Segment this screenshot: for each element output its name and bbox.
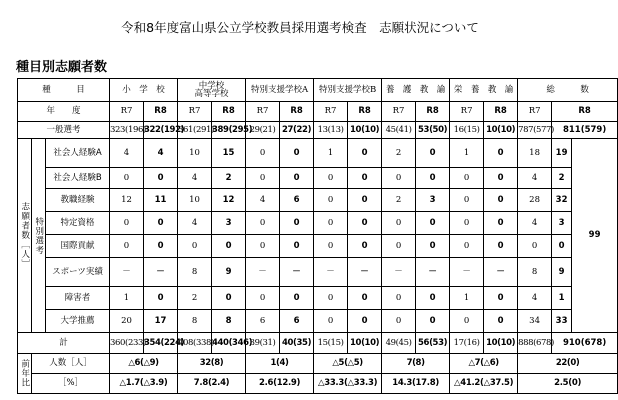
row-label: 社会人経験B <box>46 168 110 189</box>
tokubetsu-row <box>18 235 618 258</box>
year-r7: R7 <box>246 102 280 122</box>
value-cell: 0 <box>382 168 416 189</box>
value-cell: 4 <box>178 212 212 235</box>
pct-label: ［%］ <box>32 374 110 394</box>
value-cell: 4 <box>246 189 280 212</box>
pct-cell: △41.2(△37.5) <box>450 374 518 394</box>
value-cell: 0 <box>178 235 212 258</box>
year-r8: R8 <box>484 102 518 122</box>
value-cell: 0 <box>246 287 280 310</box>
value-cell: 0 <box>348 168 382 189</box>
value-cell: 0 <box>348 212 382 235</box>
value-cell: 0 <box>484 139 518 168</box>
header-chugakko: 中学校 高等学校 <box>178 79 246 102</box>
ippan-row <box>18 122 618 139</box>
year-r7: R7 <box>110 102 144 122</box>
value-cell: 0 <box>110 235 144 258</box>
value-cell: 3 <box>416 189 450 212</box>
value-cell: 323(196) <box>110 122 144 139</box>
value-cell: 0 <box>450 189 484 212</box>
value-cell: 8 <box>178 310 212 333</box>
year-r7: R7 <box>178 102 212 122</box>
value-cell: 34 <box>518 310 552 333</box>
value-cell: 2 <box>382 189 416 212</box>
value-cell: 0 <box>416 310 450 333</box>
row-label: 特定資格 <box>46 212 110 235</box>
value-cell: 0 <box>484 189 518 212</box>
kei-label: 計 <box>18 333 110 354</box>
value-cell: 354(224) <box>144 333 178 354</box>
pct-cell: 7.8(2.4) <box>178 374 246 394</box>
ninzu-cell: 1(4) <box>246 354 314 374</box>
value-cell: 17(16) <box>450 333 484 354</box>
tokubetsu-row <box>18 258 618 287</box>
year-r8: R8 <box>144 102 178 122</box>
value-cell: 4 <box>518 287 552 310</box>
value-cell: 0 <box>280 139 314 168</box>
value-cell: 49(45) <box>382 333 416 354</box>
value-cell: 408(338) <box>178 333 212 354</box>
value-cell: 39(31) <box>246 333 280 354</box>
value-cell: 10 <box>178 139 212 168</box>
value-cell: 2 <box>212 168 246 189</box>
kei-row <box>18 333 618 354</box>
year-r7: R7 <box>382 102 416 122</box>
header-tokushi-a: 特別支援学校A <box>246 79 314 102</box>
value-cell: 0 <box>416 235 450 258</box>
value-cell: 40(35) <box>280 333 314 354</box>
value-cell: 3 <box>552 212 572 235</box>
value-cell: 0 <box>382 212 416 235</box>
value-cell: 19 <box>552 139 572 168</box>
value-cell: 0 <box>348 310 382 333</box>
year-r8: R8 <box>552 102 618 122</box>
value-cell: 0 <box>382 310 416 333</box>
value-cell: 2 <box>178 287 212 310</box>
header-eiyo: 栄 養 教 諭 <box>450 79 518 102</box>
value-cell: 0 <box>348 139 382 168</box>
value-cell: 0 <box>280 235 314 258</box>
value-cell: 0 <box>212 235 246 258</box>
value-cell: 13(13) <box>314 122 348 139</box>
value-cell: 0 <box>552 235 572 258</box>
value-cell: 4 <box>518 212 552 235</box>
value-cell: 0 <box>246 235 280 258</box>
value-cell: － <box>416 258 450 287</box>
value-cell: 10(10) <box>484 122 518 139</box>
value-cell: 0 <box>314 310 348 333</box>
value-cell: 0 <box>416 287 450 310</box>
value-cell: 0 <box>416 139 450 168</box>
value-cell: 28 <box>518 189 552 212</box>
value-cell: 361(291) <box>178 122 212 139</box>
value-cell: 0 <box>144 168 178 189</box>
tokubetsu-row <box>18 189 618 212</box>
value-cell: 0 <box>110 212 144 235</box>
year-r8: R8 <box>416 102 450 122</box>
ninzu-cell: △5(△5) <box>314 354 382 374</box>
value-cell: 0 <box>450 168 484 189</box>
tokubetsu-row <box>18 287 618 310</box>
value-cell: 0 <box>382 287 416 310</box>
hikaku-ninzu-row <box>18 354 618 374</box>
value-cell: 29(21) <box>246 122 280 139</box>
value-cell: 0 <box>246 168 280 189</box>
applicant-table <box>17 78 618 394</box>
pct-cell: 14.3(17.8) <box>382 374 450 394</box>
value-cell: 9 <box>212 258 246 287</box>
pct-cell: △1.7(△3.9) <box>110 374 178 394</box>
value-cell: 322(192) <box>144 122 178 139</box>
value-cell: 440(346) <box>212 333 246 354</box>
value-cell: 0 <box>382 235 416 258</box>
value-cell: － <box>110 258 144 287</box>
hikaku-label: 前年比 <box>18 354 32 394</box>
value-cell: 4 <box>110 139 144 168</box>
value-cell: 32 <box>552 189 572 212</box>
year-r8: R8 <box>348 102 382 122</box>
header-yogo: 養 護 教 諭 <box>382 79 450 102</box>
value-cell: 33 <box>552 310 572 333</box>
value-cell: 0 <box>314 235 348 258</box>
value-cell: 0 <box>280 287 314 310</box>
header-nendo: 年 度 <box>18 102 110 122</box>
value-cell: 45(41) <box>382 122 416 139</box>
value-cell: 12 <box>212 189 246 212</box>
value-cell: 0 <box>246 139 280 168</box>
tokubetsu-label: 特別選考 <box>32 139 46 333</box>
value-cell: 0 <box>348 189 382 212</box>
value-cell: 0 <box>314 212 348 235</box>
page-title: 令和8年度富山県公立学校教員採用選考検査 志願状況について <box>121 20 479 35</box>
value-cell: 10 <box>178 189 212 212</box>
year-r7: R7 <box>450 102 484 122</box>
row-label: 大学推薦 <box>46 310 110 333</box>
value-cell: 389(295) <box>212 122 246 139</box>
shigan-label: 志願者数［人］ <box>18 139 32 333</box>
header-shogakko: 小 学 校 <box>110 79 178 102</box>
year-r8: R8 <box>280 102 314 122</box>
tokubetsu-row <box>18 310 618 333</box>
value-cell: 0 <box>144 235 178 258</box>
value-cell: 0 <box>484 235 518 258</box>
ninzu-cell: △6(△9) <box>110 354 178 374</box>
value-cell: 27(22) <box>280 122 314 139</box>
value-cell: 15 <box>212 139 246 168</box>
header-row <box>18 79 618 102</box>
value-cell: 1 <box>450 139 484 168</box>
value-cell: － <box>382 258 416 287</box>
ninzu-cell: 7(8) <box>382 354 450 374</box>
tokubetsu-row <box>18 168 618 189</box>
value-cell: 811(579) <box>552 122 618 139</box>
value-cell: 787(577) <box>518 122 552 139</box>
value-cell: 56(53) <box>416 333 450 354</box>
value-cell: 0 <box>518 235 552 258</box>
value-cell: 4 <box>144 139 178 168</box>
value-cell: 0 <box>484 212 518 235</box>
row-label: 教職経験 <box>46 189 110 212</box>
value-cell: 10(10) <box>348 122 382 139</box>
row-label: スポーツ実績 <box>46 258 110 287</box>
value-cell: － <box>348 258 382 287</box>
header-tokushi-b: 特別支援学校B <box>314 79 382 102</box>
row-label: 障害者 <box>46 287 110 310</box>
header-total: 総 数 <box>518 79 618 102</box>
value-cell: － <box>314 258 348 287</box>
value-cell: 1 <box>314 139 348 168</box>
value-cell: － <box>484 258 518 287</box>
tokubetsu-total: 99 <box>572 139 618 333</box>
value-cell: 0 <box>484 168 518 189</box>
year-row <box>18 102 618 122</box>
value-cell: 12 <box>110 189 144 212</box>
value-cell: 1 <box>110 287 144 310</box>
value-cell: 888(678) <box>518 333 552 354</box>
value-cell: 8 <box>212 310 246 333</box>
value-cell: 18 <box>518 139 552 168</box>
value-cell: 10(10) <box>348 333 382 354</box>
value-cell: 1 <box>552 287 572 310</box>
value-cell: 3 <box>212 212 246 235</box>
value-cell: 8 <box>518 258 552 287</box>
row-label: 国際貢献 <box>46 235 110 258</box>
value-cell: － <box>144 258 178 287</box>
tokubetsu-row <box>18 139 618 168</box>
pct-cell: 2.5(0) <box>518 374 618 394</box>
value-cell: 6 <box>280 310 314 333</box>
value-cell: 0 <box>416 212 450 235</box>
year-r7: R7 <box>314 102 348 122</box>
value-cell: 2 <box>382 139 416 168</box>
section-title: 種目別志願者数 <box>16 60 108 75</box>
value-cell: － <box>450 258 484 287</box>
value-cell: 16(15) <box>450 122 484 139</box>
value-cell: 0 <box>110 168 144 189</box>
value-cell: 0 <box>416 168 450 189</box>
value-cell: 0 <box>450 235 484 258</box>
value-cell: 9 <box>552 258 572 287</box>
pct-cell: △33.3(△33.3) <box>314 374 382 394</box>
value-cell: 4 <box>178 168 212 189</box>
year-r7: R7 <box>518 102 552 122</box>
value-cell: 20 <box>110 310 144 333</box>
ninzu-label: 人数［人］ <box>32 354 110 374</box>
value-cell: 4 <box>518 168 552 189</box>
ninzu-cell: △7(△6) <box>450 354 518 374</box>
value-cell: 8 <box>178 258 212 287</box>
value-cell: 360(233) <box>110 333 144 354</box>
value-cell: 15(15) <box>314 333 348 354</box>
value-cell: 0 <box>314 287 348 310</box>
tokubetsu-row <box>18 212 618 235</box>
ninzu-cell: 32(8) <box>178 354 246 374</box>
value-cell: 0 <box>484 310 518 333</box>
value-cell: 11 <box>144 189 178 212</box>
value-cell: 53(50) <box>416 122 450 139</box>
value-cell: 0 <box>280 212 314 235</box>
value-cell: 6 <box>246 310 280 333</box>
row-label: 社会人経験A <box>46 139 110 168</box>
value-cell: 0 <box>246 212 280 235</box>
year-r8: R8 <box>212 102 246 122</box>
header-shumoku: 種 目 <box>18 79 110 102</box>
ninzu-cell: 22(0) <box>518 354 618 374</box>
value-cell: 17 <box>144 310 178 333</box>
value-cell: 0 <box>144 212 178 235</box>
value-cell: － <box>280 258 314 287</box>
value-cell: 0 <box>450 212 484 235</box>
value-cell: 910(678) <box>552 333 618 354</box>
hikaku-pct-row <box>18 374 618 394</box>
value-cell: 0 <box>484 287 518 310</box>
ippan-label: 一般選考 <box>18 122 110 139</box>
value-cell: 6 <box>280 189 314 212</box>
pct-cell: 2.6(12.9) <box>246 374 314 394</box>
value-cell: 0 <box>348 287 382 310</box>
value-cell: 10(10) <box>484 333 518 354</box>
value-cell: 0 <box>348 235 382 258</box>
value-cell: 0 <box>212 287 246 310</box>
value-cell: 0 <box>314 189 348 212</box>
value-cell: 1 <box>450 287 484 310</box>
value-cell: － <box>246 258 280 287</box>
value-cell: 0 <box>280 168 314 189</box>
value-cell: 0 <box>144 287 178 310</box>
value-cell: 0 <box>314 168 348 189</box>
value-cell: 2 <box>552 168 572 189</box>
value-cell: 0 <box>450 310 484 333</box>
